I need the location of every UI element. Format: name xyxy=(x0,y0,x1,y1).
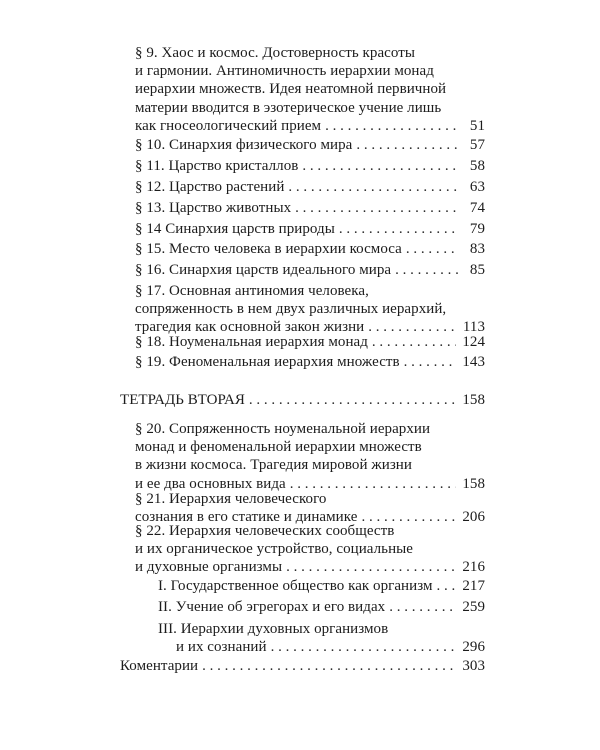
toc-entry-line: и ее два основных вида xyxy=(135,475,286,492)
toc-entry-title: § 19. Феноменальная иерархия множеств xyxy=(135,354,400,370)
toc-entry-15[interactable] xyxy=(135,240,485,258)
page-number: 296 xyxy=(462,639,485,656)
toc-entry-title: § 12. Царство растений xyxy=(135,179,285,195)
toc-entry-line: материи вводится в эзотерическое учение лишь xyxy=(135,99,442,116)
toc-entry-title: § 10. Синархия физического мира xyxy=(135,137,353,153)
dot-leader xyxy=(286,558,456,576)
page-number: 303 xyxy=(462,658,485,674)
dot-leader xyxy=(339,220,459,238)
page-number: 158 xyxy=(462,392,485,408)
toc-entry-title: § 15. Место человека в иерархии космоса xyxy=(135,241,402,257)
toc-entry-21[interactable] xyxy=(135,490,485,526)
toc-entry-title: § 13. Царство животных xyxy=(135,200,292,216)
toc-entry-line: сознания в его статике и динамике xyxy=(135,509,358,526)
toc-entry-line: § 20. Сопряженность ноуменальной иерархии xyxy=(135,421,431,437)
toc-entry-19[interactable] xyxy=(135,353,485,371)
toc-entry-11[interactable] xyxy=(135,157,485,175)
toc-entry-line: как гносеологический прием xyxy=(135,117,322,134)
toc-entry-line: и духовные организмы xyxy=(135,559,283,576)
toc-entry-line: III. Иерархии духовных организмов xyxy=(158,621,389,637)
toc-entry-line: и их органическое устройство, социальные xyxy=(135,541,413,558)
dot-leader xyxy=(271,638,457,656)
page-number: 83 xyxy=(469,241,485,257)
section-title: ТЕТРАДЬ ВТОРАЯ xyxy=(120,392,245,408)
page-number: 85 xyxy=(469,262,485,278)
toc-section-heading[interactable] xyxy=(120,391,485,409)
toc-entry-line: в жизни космоса. Трагедия мировой жизни xyxy=(135,457,412,474)
page-number: 143 xyxy=(462,354,485,370)
toc-entry-title: II. Учение об эгрегорах и его видах xyxy=(158,599,386,615)
dot-leader xyxy=(249,391,456,409)
dot-leader xyxy=(406,240,459,258)
toc-comments[interactable] xyxy=(120,657,485,675)
toc-subentry-3[interactable] xyxy=(158,620,485,656)
page-number: 57 xyxy=(469,137,485,153)
page-number: 206 xyxy=(462,509,485,526)
toc-entry-20[interactable] xyxy=(135,420,485,493)
page-number: 79 xyxy=(469,221,485,237)
page-number: 259 xyxy=(462,599,485,615)
toc-entry-line: сопряженность в нем двух различных иерархий, xyxy=(135,301,447,318)
page-number: 216 xyxy=(462,559,485,576)
page-number: 217 xyxy=(462,578,485,594)
toc-entry-title: § 18. Ноуменальная иерархия монад xyxy=(135,334,368,350)
toc-entry-line: иерархии множеств. Идея неатомной первичной xyxy=(135,81,447,98)
toc-entry-13[interactable] xyxy=(135,199,485,217)
toc-subentry-1[interactable] xyxy=(158,577,485,595)
toc-entry-12[interactable] xyxy=(135,178,485,196)
dot-leader xyxy=(404,353,457,371)
toc-entry-line: § 9. Хаос и космос. Достоверность красоты xyxy=(135,45,415,61)
toc-entry-title: § 11. Царство кристаллов xyxy=(135,158,299,174)
toc-entry-9[interactable] xyxy=(135,44,485,135)
page-number: 124 xyxy=(462,334,485,350)
toc-entry-line: § 21. Иерархия человеческого xyxy=(135,491,327,507)
toc-entry-line: монад и феноменальной иерархии множеств xyxy=(135,439,422,456)
toc-entry-line: § 17. Основная антиномия человека, xyxy=(135,283,369,299)
dot-leader xyxy=(325,117,459,135)
toc-entry-title: § 14 Синархия царств природы xyxy=(135,221,335,237)
toc-entry-line: трагедия как основной закон жизни xyxy=(135,319,365,336)
page-number: 113 xyxy=(462,319,485,336)
page-number: 58 xyxy=(469,158,485,174)
page-number: 158 xyxy=(462,475,485,492)
dot-leader xyxy=(437,577,457,595)
toc-entry-10[interactable] xyxy=(135,136,485,154)
toc-entry-title: § 16. Синархия царств идеального мира xyxy=(135,262,392,278)
toc-entry-14[interactable] xyxy=(135,220,485,238)
toc-entry-line: § 22. Иерархия человеческих сообществ xyxy=(135,523,395,539)
dot-leader xyxy=(202,657,456,675)
toc-entry-16[interactable] xyxy=(135,261,485,279)
dot-leader xyxy=(302,157,459,175)
toc-entry-line: и гармонии. Антиномичность иерархии монад xyxy=(135,63,434,80)
toc-entry-title: I. Государственное общество как организм xyxy=(158,578,433,594)
toc-entry-line: и их сознаний xyxy=(176,639,267,656)
toc-subentry-2[interactable] xyxy=(158,598,485,616)
page-number: 63 xyxy=(469,179,485,195)
dot-leader xyxy=(288,178,459,196)
dot-leader xyxy=(389,598,456,616)
dot-leader xyxy=(372,333,456,351)
toc-entry-17[interactable] xyxy=(135,282,485,337)
dot-leader xyxy=(356,136,459,154)
dot-leader xyxy=(295,199,459,217)
toc-entry-18[interactable] xyxy=(135,333,485,351)
toc-entry-title: Коментарии xyxy=(120,658,199,674)
dot-leader xyxy=(395,261,459,279)
page-number: 51 xyxy=(469,117,485,134)
page-number: 74 xyxy=(469,200,485,216)
toc-entry-22[interactable] xyxy=(135,522,485,577)
